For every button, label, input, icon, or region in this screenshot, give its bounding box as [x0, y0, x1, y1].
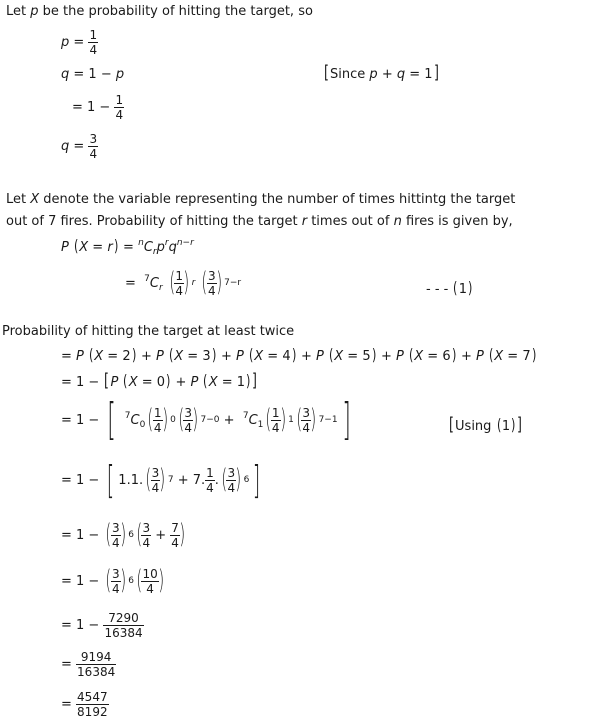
binomial-formula: P $(X = r) = ^nC_rp^rq^{n-r}$	[61, 236, 194, 257]
atleast-line-2: = 1 − [P (X = 0) + P (X = 1) ]	[61, 370, 258, 391]
atleast-line-1: = P (X = 2) + P (X = 3) + P (X = 4) + P (X = 5) + P (X = 6) + P (X = 7)	[61, 345, 536, 364]
atleast-line-6: = 1 − ( 3 4 ) 6 ( 10 4 )	[61, 565, 164, 596]
ref-1: - - - (1)	[426, 278, 473, 297]
atleast-line-5: = 1 − ( 3 4 ) 6 ( 3 4 + 7 4 )	[61, 519, 186, 550]
atleast-title: Probability of hitting the target at least twice	[2, 324, 295, 339]
intro-p: p	[30, 4, 39, 19]
atleast-line-9: = $\frac{4547}{8192}$	[61, 690, 108, 719]
atleast-line-4: = 1 − [ 1.1. ( 3 4 ) 7 + 7. 1 4 . ( 3 4 ) 6 ]	[61, 458, 261, 502]
atleast-line-3: = 1 − [ $^7C_0$ ( 1 4 ) 0 ( 3 4 ) 7−0 + $^7C_1$ ( 1 4 ) 1 ( 3 4 ) 7−1 ]	[61, 394, 351, 445]
intro-line	[6, 4, 313, 20]
eq-one-minus-quarter: = 1 − $\frac{1}{4}$	[72, 93, 124, 122]
eq-p-label: p =	[61, 35, 89, 50]
atleast-line-7: = 1 − $\frac{7290}{16384}$	[61, 611, 143, 640]
para-line-2: out of 7 fires. Probability of hitting the target r times out of n fires is given by,	[6, 214, 513, 229]
intro-text: be the probability of hitting the target, so	[42, 4, 313, 19]
binomial-specific: = $^7C_r$ ( 1 4 ) r ( 3 4 ) 7−r	[125, 267, 242, 298]
since-note: [Since p + q = 1]	[324, 62, 439, 83]
atleast-line-8: = $\frac{9194}{16384}$	[61, 650, 116, 679]
eq-p	[61, 28, 98, 57]
para-line-1: Let X denote the variable representing the number of times hittintg the target	[6, 192, 516, 207]
eq-q-result: q = $\frac{3}{4}$	[61, 132, 98, 161]
eq-q: q = 1 − p	[61, 67, 125, 82]
using-note: [Using (1) ]	[449, 414, 523, 435]
frac-3-4: $\frac{3}{4}$	[89, 132, 98, 161]
frac-1-4b: $\frac{1}{4}$	[115, 93, 124, 122]
intro-let: Let	[6, 4, 27, 19]
frac-1-4: $\frac{1}{4}$	[89, 28, 98, 57]
